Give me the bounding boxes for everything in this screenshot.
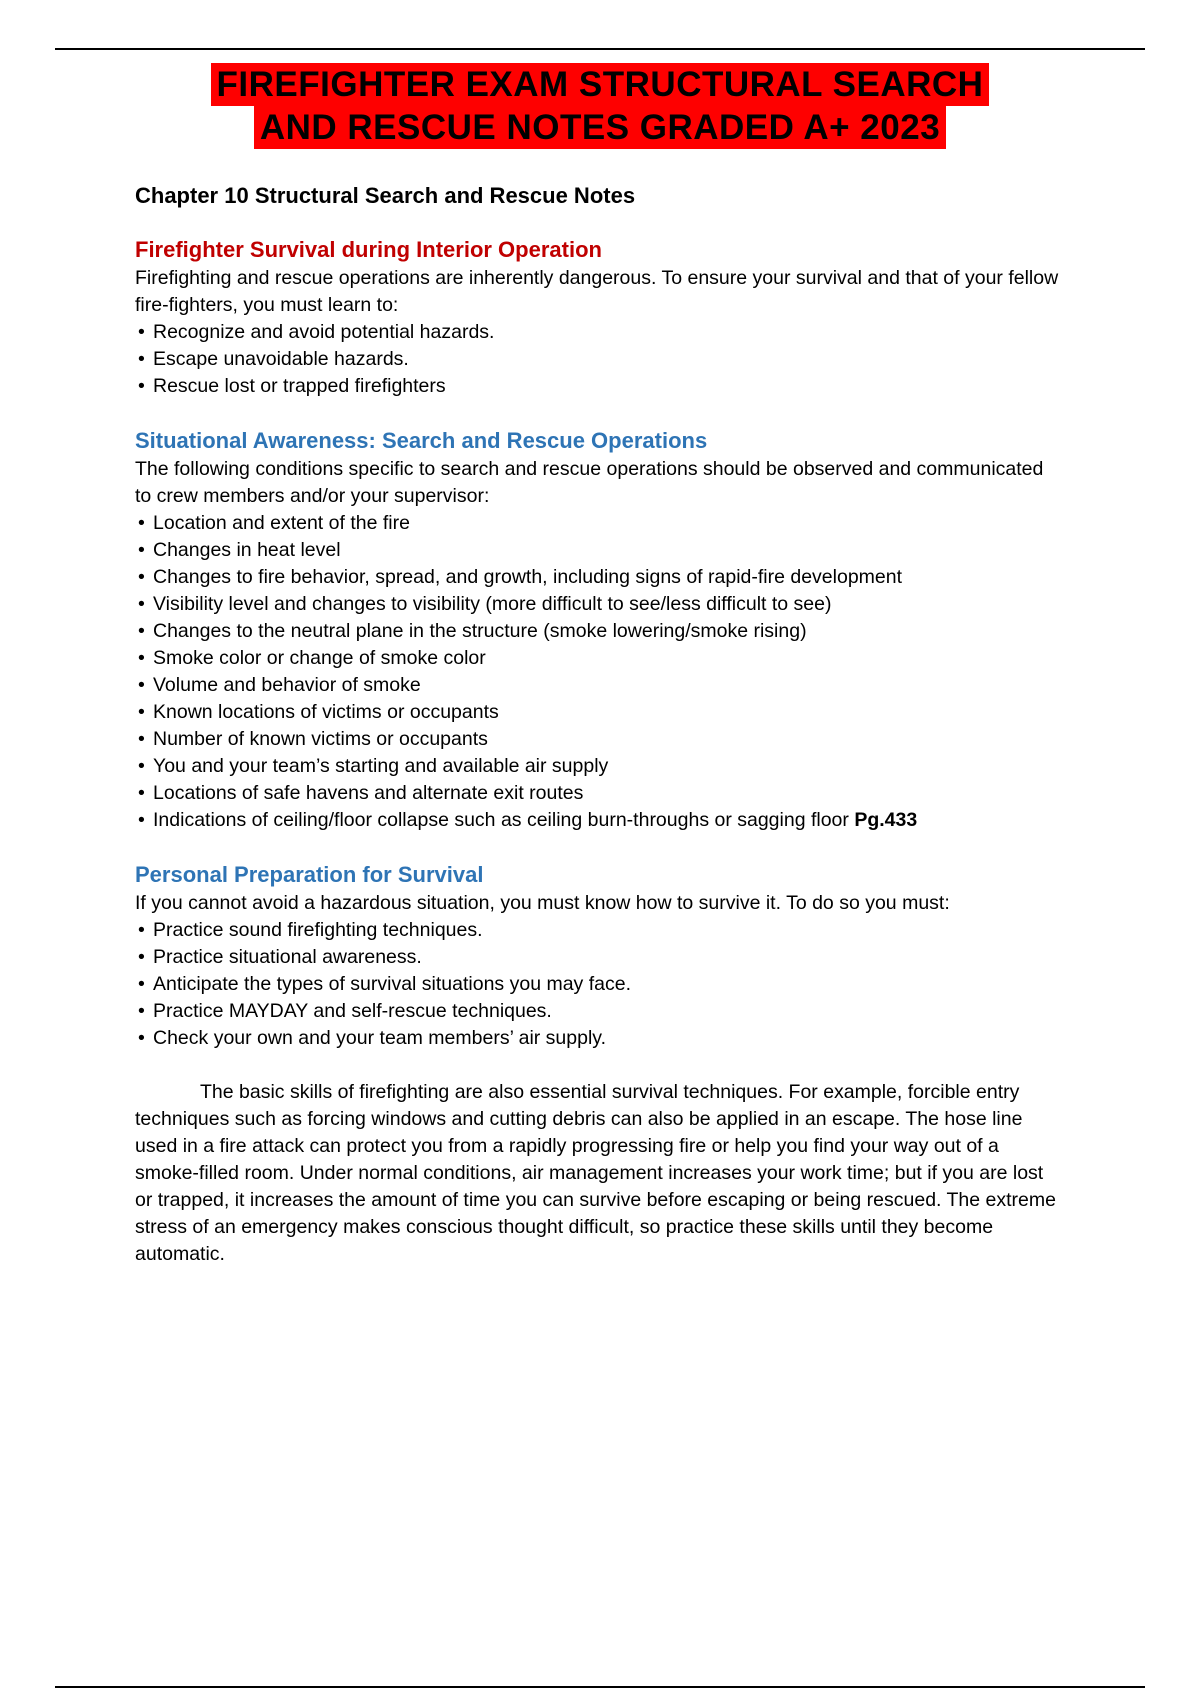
- top-rule: [55, 48, 1145, 50]
- section-heading: Situational Awareness: Search and Rescue Operations: [135, 428, 708, 454]
- list-item: • Changes to the neutral plane in the structure (smoke lowering/smoke rising): [135, 618, 1065, 645]
- list-item: • You and your team’s starting and available air supply: [135, 753, 1065, 780]
- list-item: • Locations of safe havens and alternate exit routes: [135, 780, 1065, 807]
- page-title: [0, 64, 1200, 149]
- list-item: • Changes in heat level: [135, 537, 1065, 564]
- list-item: • Check your own and your team members’ air supply.: [135, 1025, 1065, 1052]
- section-situational-awareness: [135, 428, 1065, 834]
- section-heading: Firefighter Survival during Interior Operation: [135, 237, 602, 263]
- list-item: • Volume and behavior of smoke: [135, 672, 1065, 699]
- page-reference: Pg.433: [854, 809, 918, 832]
- list-item: • Practice MAYDAY and self-rescue techniques.: [135, 998, 1065, 1025]
- chapter-heading: Chapter 10 Structural Search and Rescue Notes: [135, 183, 636, 209]
- list-item: • Rescue lost or trapped firefighters: [135, 373, 1065, 400]
- list-item: [135, 807, 1065, 834]
- list-item: • Practice situational awareness.: [135, 944, 1065, 971]
- section-firefighter-survival: [135, 237, 1065, 400]
- section-intro: Firefighting and rescue operations are inherently dangerous. To ensure your survival and that of your fellow fire-fighters, you must learn to:: [135, 267, 1059, 317]
- list-item: • Visibility level and changes to visibility (more difficult to see/less difficult to see): [135, 591, 1065, 618]
- list-item: • Changes to fire behavior, spread, and growth, including signs of rapid-fire development: [135, 564, 1065, 591]
- page-title-line-1: FIREFIGHTER EXAM STRUCTURAL SEARCH: [211, 63, 990, 106]
- bottom-rule: [55, 1686, 1145, 1688]
- bullet-list: [135, 917, 1065, 1052]
- section-intro: If you cannot avoid a hazardous situation, you must know how to survive it. To do so you must:: [135, 892, 950, 915]
- list-item: • Known locations of victims or occupants: [135, 699, 1065, 726]
- list-item: • Smoke color or change of smoke color: [135, 645, 1065, 672]
- list-item: • Anticipate the types of survival situations you may face.: [135, 971, 1065, 998]
- bullet-list: [135, 319, 1065, 400]
- page-title-line-2: AND RESCUE NOTES GRADED A+ 2023: [254, 106, 946, 149]
- list-item: • Number of known victims or occupants: [135, 726, 1065, 753]
- list-item-text: Indications of ceiling/floor collapse such as ceiling burn-throughs or sagging floor: [153, 809, 855, 832]
- section-personal-preparation: [135, 862, 1065, 1268]
- bullet-list: [135, 510, 1065, 834]
- list-item: • Location and extent of the fire: [135, 510, 1065, 537]
- document-content: [135, 183, 1065, 1268]
- list-item: • Recognize and avoid potential hazards.: [135, 319, 1065, 346]
- closing-paragraph: The basic skills of firefighting are also essential survival techniques. For example, forcible entry techniques such as forcing windows and cutting debris can also be applied in an escape. The hose line used in a fire attack can protect you from a rapidly progressing fire or help you find your way out of a smoke-filled room. Under normal conditions, air management increases your work time; but if you are lost or trapped, it increases the amount of time you can survive before escaping or being rescued. The extreme stress of an emergency makes conscious thought difficult, so practice these skills until they become automatic.: [135, 1081, 1056, 1266]
- list-item: • Practice sound firefighting techniques.: [135, 917, 1065, 944]
- list-item: • Escape unavoidable hazards.: [135, 346, 1065, 373]
- section-heading: Personal Preparation for Survival: [135, 862, 484, 888]
- section-intro: The following conditions specific to search and rescue operations should be observed and communicated to crew members and/or your supervisor:: [135, 458, 1044, 508]
